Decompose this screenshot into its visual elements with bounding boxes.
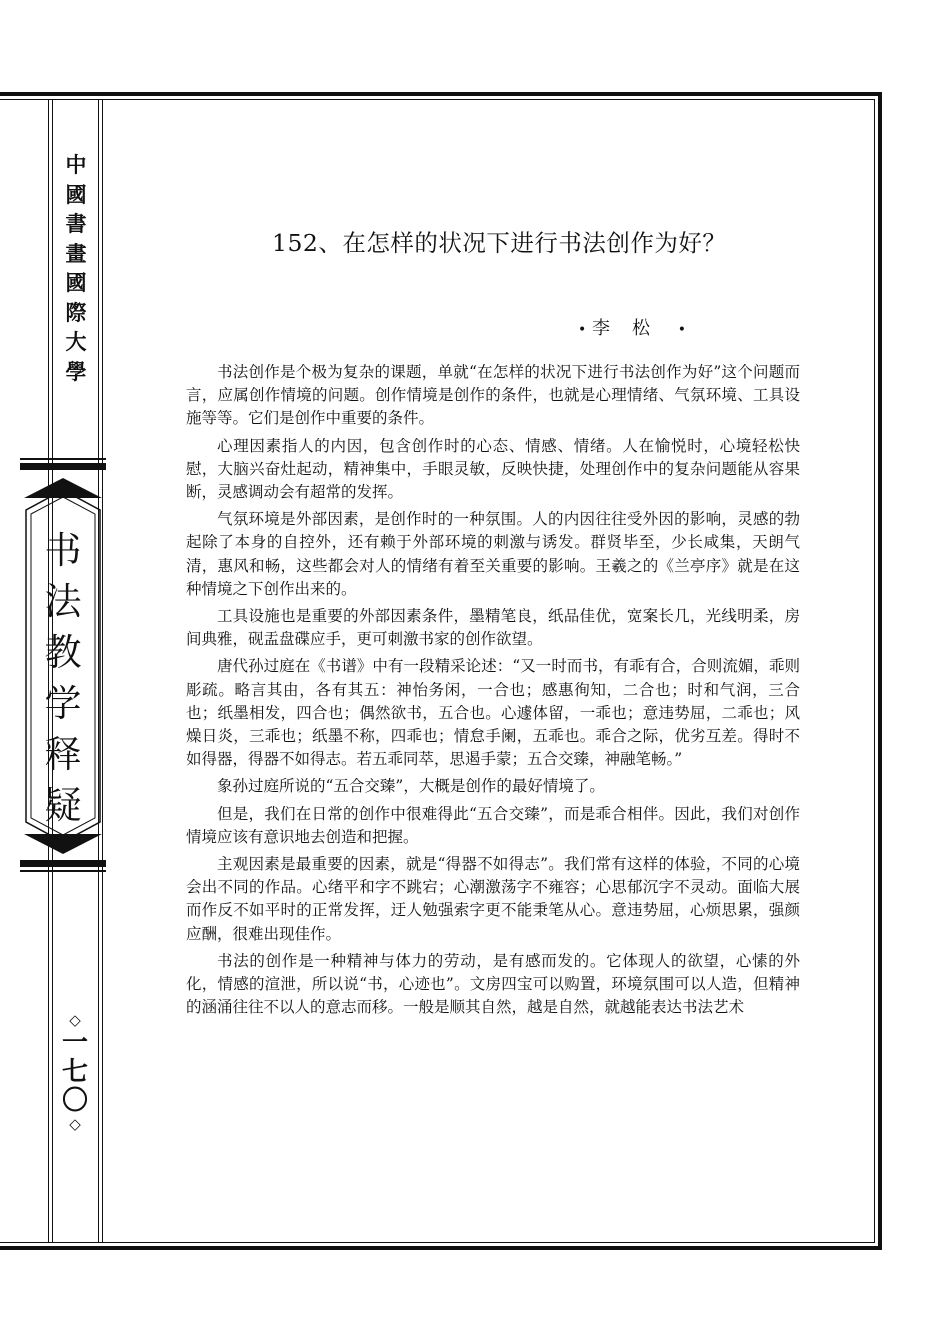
paragraph: 象孙过庭所说的“五合交臻”，大概是创作的最好情境了。 [217,777,605,796]
bullet-icon: • [578,322,587,338]
bullet-icon: • [677,322,686,338]
series-title-char: 際 [65,299,87,325]
sidebar-top-band [20,458,106,470]
page-number-char: 七 [61,1057,88,1087]
series-title-char: 中 [65,152,87,177]
paragraph: 书法的创作是一种精神与体力的劳动，是有感而发的。它体现人的欲望，心愫的外化，情感的渲泄，所以说“书，心迹也”。文房四宝可以购置，环境氛围可以人造，但精神的涵涌往往不以人的意志而移。一般是顺其自然，越是自然，就越能表达书法艺术 [186,951,800,1017]
series-title [63,150,89,386]
series-title-char: 國 [65,181,87,207]
book-title-char: 教 [44,631,82,674]
page-number [60,1012,90,1133]
series-title-char: 書 [65,211,87,236]
book-title [30,525,96,831]
book-title-char: 疑 [44,784,82,827]
paragraph: 心理因素指人的内因，包含创作时的心态、情感、情绪。人在愉悦时，心境轻松快慰，大脑兴奋灶起动，精神集中，手眼灵敏，反映快捷，处理创作中的复杂问题能从容果断，灵感调动会有超常的发挥。 [186,436,800,502]
diamond-ornament-icon: ◇ [69,1011,81,1029]
book-title-char: 释 [44,733,82,776]
article-title: 152、在怎样的状况下进行书法创作为好？ [272,229,727,257]
author-name: 李松 [592,318,672,339]
series-title-char: 國 [65,270,87,295]
series-title-char: 學 [65,358,87,384]
diamond-ornament-icon: ◇ [69,1115,81,1133]
paragraph: 主观因素是最重要的因素，就是“得器不如得志”。我们常有这样的体验，不同的心境会出不同的作品。心绪平和字不跳宕；心潮激荡字不雍容；心思郁沉字不灵动。面临大展而作反不如平时的正常发挥，迂人勉强索字更不能秉笔从心。意违势屈，心烦思累，强颜应酬，很难出现佳作。 [186,855,800,943]
book-title-char: 学 [44,682,82,725]
page-number-char: 〇 [61,1086,88,1116]
paragraph: 工具设施也是重要的外部因素条件，墨精笔良，纸品佳优，宽案长几，光线明柔，房间典雅，砚盂盘碟应手，更可刺激书家的创作欲望。 [186,607,800,649]
series-title-char: 畫 [65,240,87,266]
book-title-char: 书 [44,529,82,572]
paragraph: 气氛环境是外部因素，是创作时的一种氛围。人的内因往往受外因的影响，灵感的勃起除了本身的自控外，还有赖于外部环境的刺激与诱发。群贤毕至，少长咸集，天朗气清，惠风和畅，这些都会对人的情绪有着至关重要的影响。王羲之的《兰亭序》就是在这种情境之下创作出来的。 [186,510,800,598]
article-body [186,361,800,1023]
paragraph: 书法创作是个极为复杂的课题，单就“在怎样的状况下进行书法创作为好”这个问题而言，应属创作情境的问题。创作情境是创作的条件，也就是心理情绪、气氛环境、工具设施等等。它们是创作中重要的条件。 [186,363,800,428]
book-title-char: 法 [44,580,82,623]
sidebar-bottom-band [20,860,106,872]
series-title-char: 大 [65,329,87,354]
paragraph: 但是，我们在日常的创作中很难得此“五合交臻”，而是乖合相伴。因此，我们对创作情境应该有意识地去创造和把握。 [186,804,800,846]
page-number-char: 一 [61,1028,88,1058]
author-line [578,314,686,340]
paragraph: 唐代孙过庭在《书谱》中有一段精采论述：“又一时而书，有乖有合，合则流媚，乖则彫疏。略言其由，各有其五：神怡务闲，一合也；感惠徇知，二合也；时和气润，三合也；纸墨相发，四合也；偶然欲书，五合也。心遽体留，一乖也；意违势屈，二乖也；风燥日炎，三乖也；纸墨不称，四乖也；情怠手阑，五乖也。乖合之际，优劣互差。得时不如得器，得器不如得志。若五乖同萃，思遏手蒙；五合交臻，神融笔畅。” [186,657,800,769]
